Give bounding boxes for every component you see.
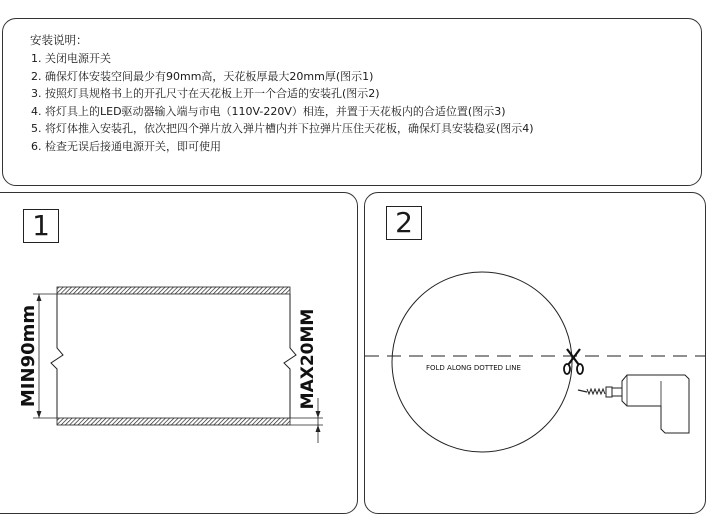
ceiling-diagram: [0, 193, 358, 514]
min-height-label: MIN90mm: [18, 304, 39, 408]
figure-1-number: 1: [23, 209, 59, 243]
right-wall: [284, 294, 296, 418]
instruction-step: 2. 确保灯体安装空间最少有90mm高，天花板厚最大20mm厚(图示1): [31, 69, 374, 83]
fold-label: FOLD ALONG DOTTED LINE: [426, 364, 521, 372]
instruction-step: 5. 将灯体推入安装孔，依次把四个弹片放入弹片槽内并下拉弹片压住天花板，确保灯具安装稳妥(图示4): [31, 122, 534, 135]
max-thickness-label: MAX20MM: [298, 308, 318, 410]
cutout-diagram: [365, 193, 706, 514]
instructions-list: [31, 50, 534, 155]
instructions-box: [2, 18, 702, 186]
figure-2-panel: [364, 192, 706, 514]
left-wall: [51, 294, 63, 418]
cutout-circle: [392, 272, 572, 452]
figure-2-number: 2: [386, 206, 422, 240]
instruction-step: 4. 将灯具上的LED驱动器输入端与市电（110V-220V）相连，并置于天花板内的合适位置(图示3): [31, 104, 506, 118]
instruction-step: 1. 关闭电源开关: [31, 52, 111, 65]
screwdriver-icon: [578, 375, 689, 433]
ceiling-board: [57, 418, 290, 425]
figure-1-panel: [0, 192, 358, 514]
top-board: [57, 287, 290, 294]
instruction-step: 6. 检查无误后接通电源开关，即可使用: [31, 139, 221, 153]
instructions-title: 安装说明：: [30, 33, 88, 47]
instruction-step: 3. 按照灯具规格书上的开孔尺寸在天花板上开一个合适的安装孔(图示2): [31, 87, 380, 100]
scissors-icon: [564, 349, 583, 374]
